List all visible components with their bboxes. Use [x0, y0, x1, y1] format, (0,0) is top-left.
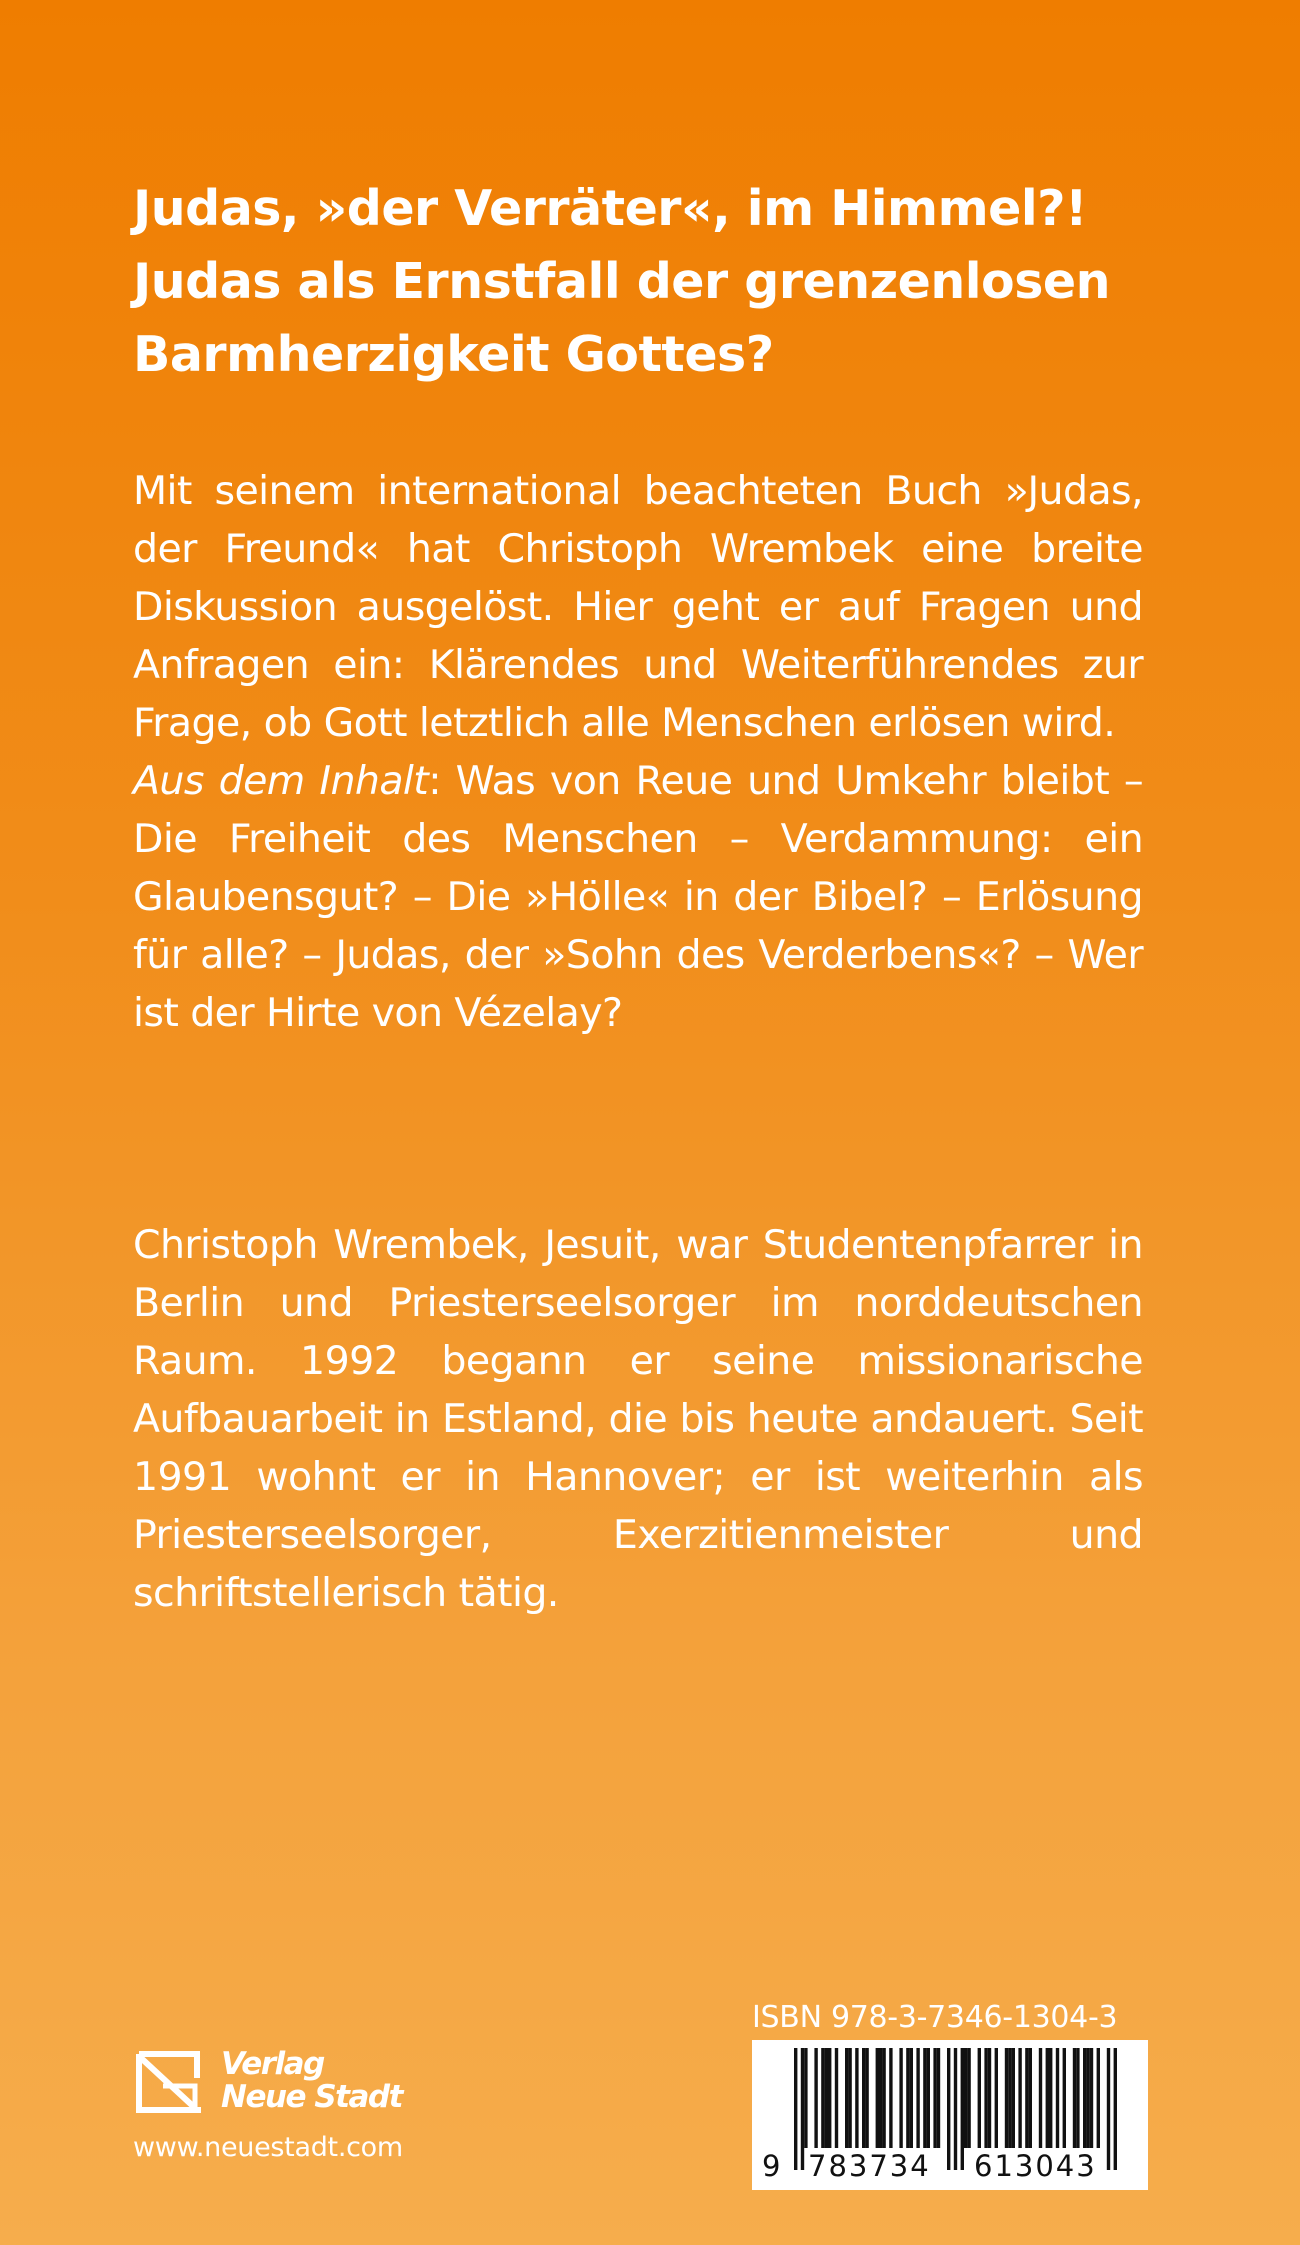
barcode-bar	[910, 2048, 913, 2148]
isbn-label: ISBN 978-3-7346-1304-3	[752, 2000, 1118, 2035]
barcode-bar	[1049, 2048, 1052, 2148]
barcode-bar	[828, 2048, 831, 2148]
barcode-bar	[933, 2048, 936, 2148]
publisher-logo	[133, 2048, 433, 2118]
barcode-bar	[1025, 2048, 1028, 2148]
barcode-digit-first: 9	[762, 2149, 783, 2183]
barcode-bar	[879, 2048, 882, 2148]
barcode-bar	[988, 2048, 991, 2148]
barcode-bar	[906, 2048, 909, 2148]
headline	[133, 172, 1173, 391]
barcode-bar	[821, 2048, 824, 2148]
publisher-name-line-2: Neue Stadt	[221, 2079, 402, 2115]
barcode-bar	[845, 2048, 848, 2148]
barcode-bar	[916, 2048, 919, 2148]
book-description	[133, 462, 1143, 1042]
publisher-name	[221, 2048, 402, 2114]
barcode-bar	[848, 2048, 851, 2148]
barcode-bar	[1039, 2048, 1042, 2148]
barcode-bar	[927, 2048, 930, 2148]
barcode-bar	[862, 2048, 865, 2148]
barcode-bar	[1018, 2048, 1021, 2148]
barcode-bar	[889, 2048, 892, 2148]
barcode-bar	[964, 2048, 967, 2148]
barcode-bar	[899, 2048, 902, 2148]
headline-line-1: Judas, »der Verräter«, im Himmel?!	[133, 180, 1087, 237]
barcode-bar	[865, 2048, 868, 2148]
barcode-bar	[825, 2048, 828, 2148]
barcode-bar	[855, 2048, 858, 2148]
barcode-bar	[882, 2048, 885, 2148]
barcode-bar	[1076, 2048, 1079, 2148]
headline-line-3: Barmherzigkeit Gottes?	[133, 326, 774, 383]
barcode-bar	[876, 2048, 879, 2148]
barcode-bar	[1046, 2048, 1049, 2148]
author-bio-text: Christoph Wrembek, Jesuit, war Studentenpfarrer in Berlin und Priesterseelsorger im norddeutschen Raum. 1992 begann er seine missionarische Aufbauarbeit in Estland, die bis heute andauert. Seit 1991 wohnt er in Hannover; er ist weiterhin als Priesterseelsorger, Exerzitienmeister und schriftstellerisch tätig.	[133, 1222, 1143, 1616]
verlag-neue-stadt-logo-icon	[133, 2048, 213, 2118]
barcode-bar	[1029, 2048, 1032, 2148]
barcode-bar	[1090, 2048, 1093, 2148]
isbn-barcode	[752, 2040, 1148, 2190]
barcode-bar	[978, 2048, 981, 2148]
barcode-bar	[923, 2048, 926, 2148]
barcode-bar	[1097, 2048, 1100, 2148]
barcode-digits	[752, 2146, 1148, 2186]
barcode-bar	[984, 2048, 987, 2148]
barcode-bar	[995, 2048, 998, 2148]
contents-paragraph	[133, 752, 1143, 1042]
barcode-bar	[804, 2048, 807, 2148]
description-paragraph: Mit seinem international beachteten Buch »Judas, der Freund« hat Christoph Wrembek eine breite Diskussion ausgelöst. Hier geht er auf Fragen und Anfragen ein: Klärendes und Weiterführendes zur Frage, ob Gott letztlich alle Menschen erlösen wird.	[133, 468, 1143, 746]
barcode-bar	[814, 2048, 817, 2148]
contents-text: : Was von Reue und Umkehr bleibt – Die Freiheit des Menschen – Verdammung: ein Glaubensgut? – Die »Hölle« in der Bibel? – Erlösung für alle? – Judas, der »Sohn des Verderbens«? – Wer ist der Hirte von Vézelay?	[133, 758, 1143, 1036]
barcode-bar	[1005, 2048, 1008, 2148]
barcode-bar	[1086, 2048, 1089, 2148]
barcode-bar	[1063, 2048, 1066, 2148]
author-bio	[133, 1216, 1143, 1622]
barcode-bar	[1056, 2048, 1059, 2148]
barcode-digits-right: 613043	[974, 2149, 1097, 2183]
barcode-bar	[967, 2048, 970, 2148]
barcode-bar	[835, 2048, 838, 2148]
barcode-bar	[1012, 2048, 1015, 2148]
barcode-bar	[1073, 2048, 1076, 2148]
headline-line-2: Judas als Ernstfall der grenzenlosen	[133, 253, 1110, 310]
publisher-name-line-1: Verlag	[221, 2046, 324, 2082]
barcode-digits-left: 783734	[808, 2149, 931, 2183]
barcode-bar	[937, 2048, 940, 2148]
contents-label: Aus dem Inhalt	[133, 758, 429, 804]
barcode-bar	[1083, 2048, 1086, 2148]
barcode-bar	[1008, 2048, 1011, 2148]
publisher-website[interactable]: www.neuestadt.com	[133, 2132, 403, 2163]
